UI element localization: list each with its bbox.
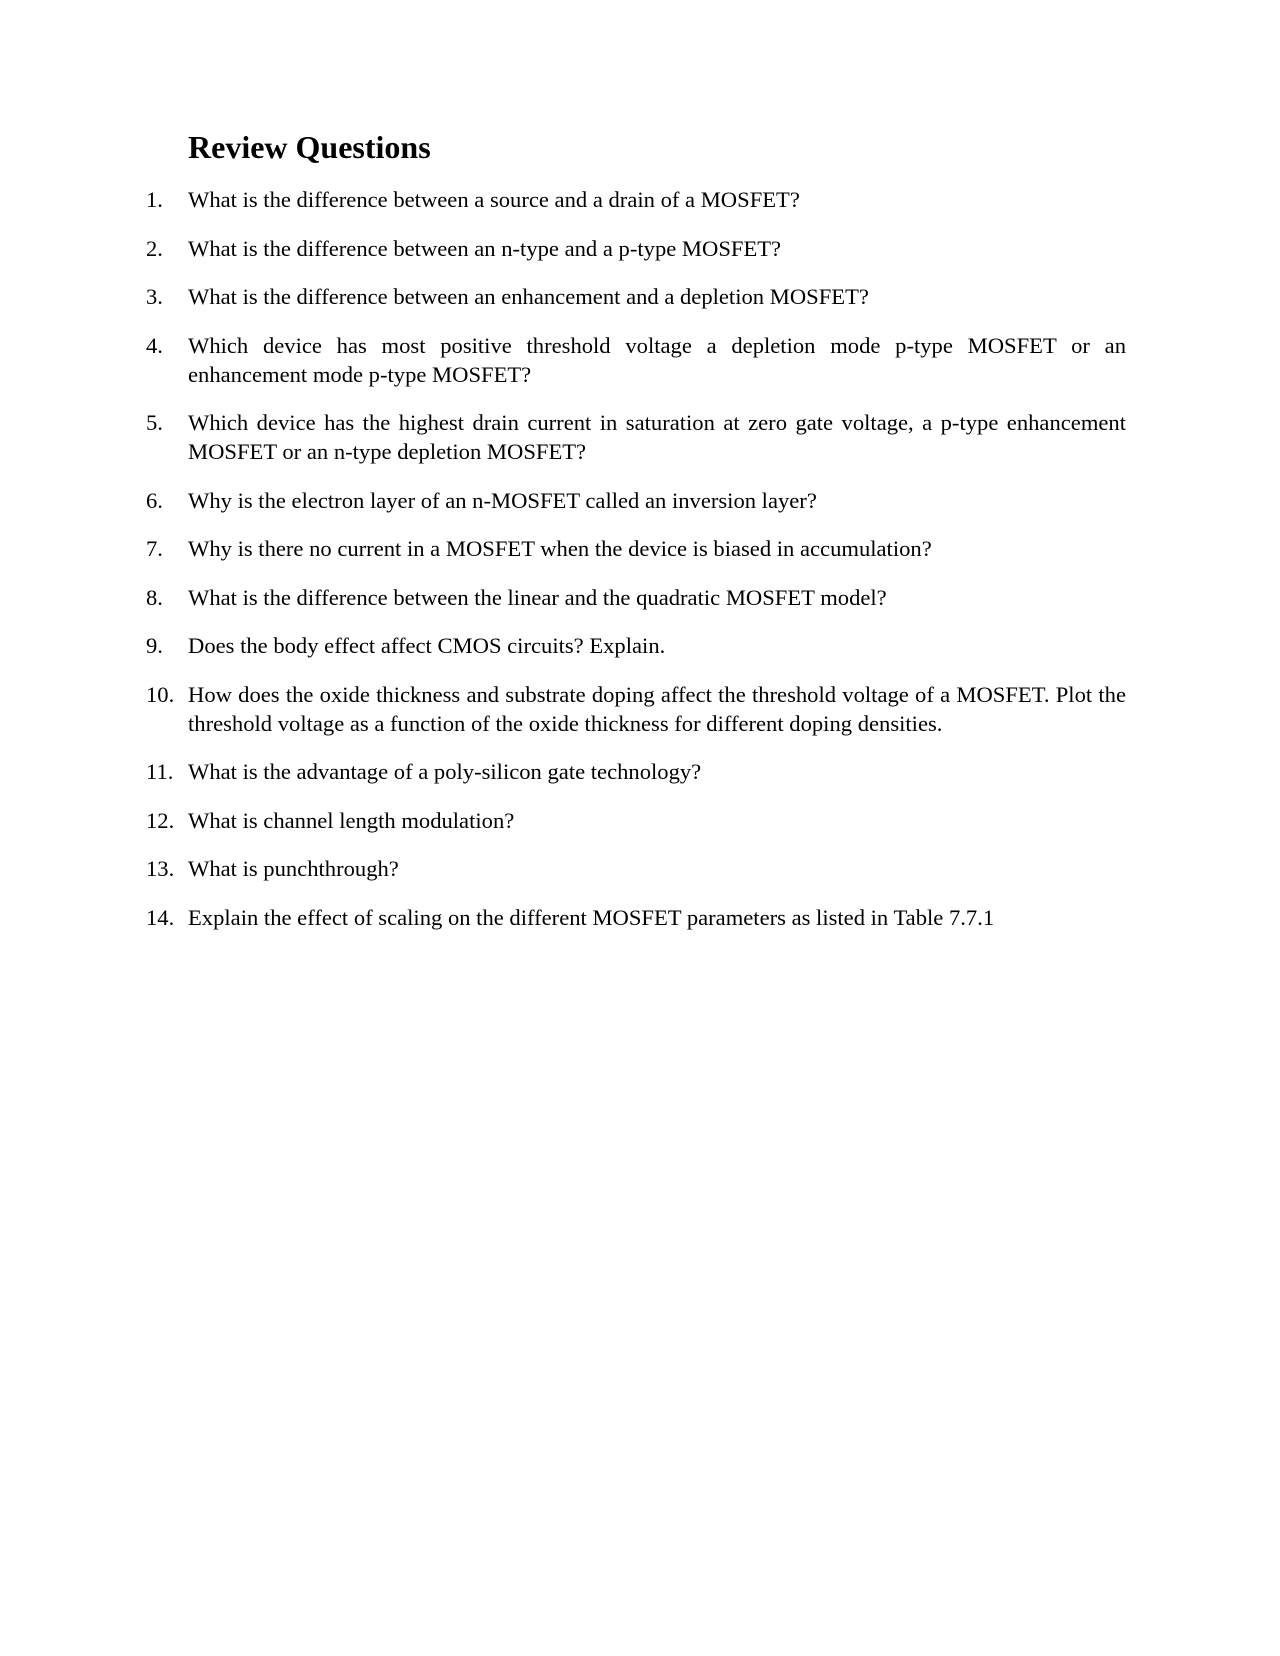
review-questions-list [146,185,1126,951]
question-number: 4. [146,332,163,358]
question-number: 14. [146,904,175,930]
question-number: 11. [146,759,174,784]
question-number: 7. [146,536,163,561]
question-number: 9. [146,633,163,658]
question-text: Which device has the highest drain current in saturation at zero gate voltage, a p-type enhancement MOSFET or an n-type depletion MOSFET? [188,410,1126,464]
list-item [146,806,1126,835]
question-number: 3. [146,284,163,309]
list-item [146,854,1126,883]
question-text: What is channel length modulation? [188,807,515,833]
question-text: Explain the effect of scaling on the different MOSFET parameters as listed in Table 7.7.1 [188,904,995,930]
question-text: Why is there no current in a MOSFET when the device is biased in accumulation? [188,536,932,561]
question-number: 6. [146,487,163,513]
question-number: 1. [146,187,163,212]
question-text: What is the difference between the linear and the quadratic MOSFET model? [188,584,887,610]
list-item [146,331,1126,389]
question-number: 13. [146,856,175,881]
question-number: 8. [146,584,163,610]
question-text: What is the difference between a source and a drain of a MOSFET? [188,187,800,212]
list-item [146,680,1126,738]
question-number: 10. [146,681,175,707]
list-item [146,583,1126,612]
list-item [146,408,1126,466]
list-item [146,631,1126,660]
list-item [146,903,1126,932]
question-text: What is the difference between an n-type and a p-type MOSFET? [188,235,782,261]
list-item [146,282,1126,311]
question-text: What is the difference between an enhancement and a depletion MOSFET? [188,284,869,309]
question-number: 2. [146,235,163,261]
question-text: What is punchthrough? [188,856,399,881]
list-item [146,757,1126,786]
page-title: Review Questions [188,129,431,165]
list-item [146,486,1126,515]
question-text: What is the advantage of a poly-silicon gate technology? [188,759,702,784]
question-text: Why is the electron layer of an n-MOSFET called an inversion layer? [188,487,817,513]
question-text: Which device has most positive threshold voltage a depletion mode p-type MOSFET or an enhancement mode p-type MOSFET? [188,332,1126,387]
list-item [146,534,1126,563]
question-text: How does the oxide thickness and substrate doping affect the threshold voltage of a MOSFET. Plot the threshold voltage as a function of the oxide thickness for different doping densities. [188,681,1126,736]
list-item [146,185,1126,214]
question-number: 12. [146,807,175,833]
question-number: 5. [146,410,163,435]
question-text: Does the body effect affect CMOS circuits? Explain. [188,633,666,658]
list-item [146,234,1126,263]
